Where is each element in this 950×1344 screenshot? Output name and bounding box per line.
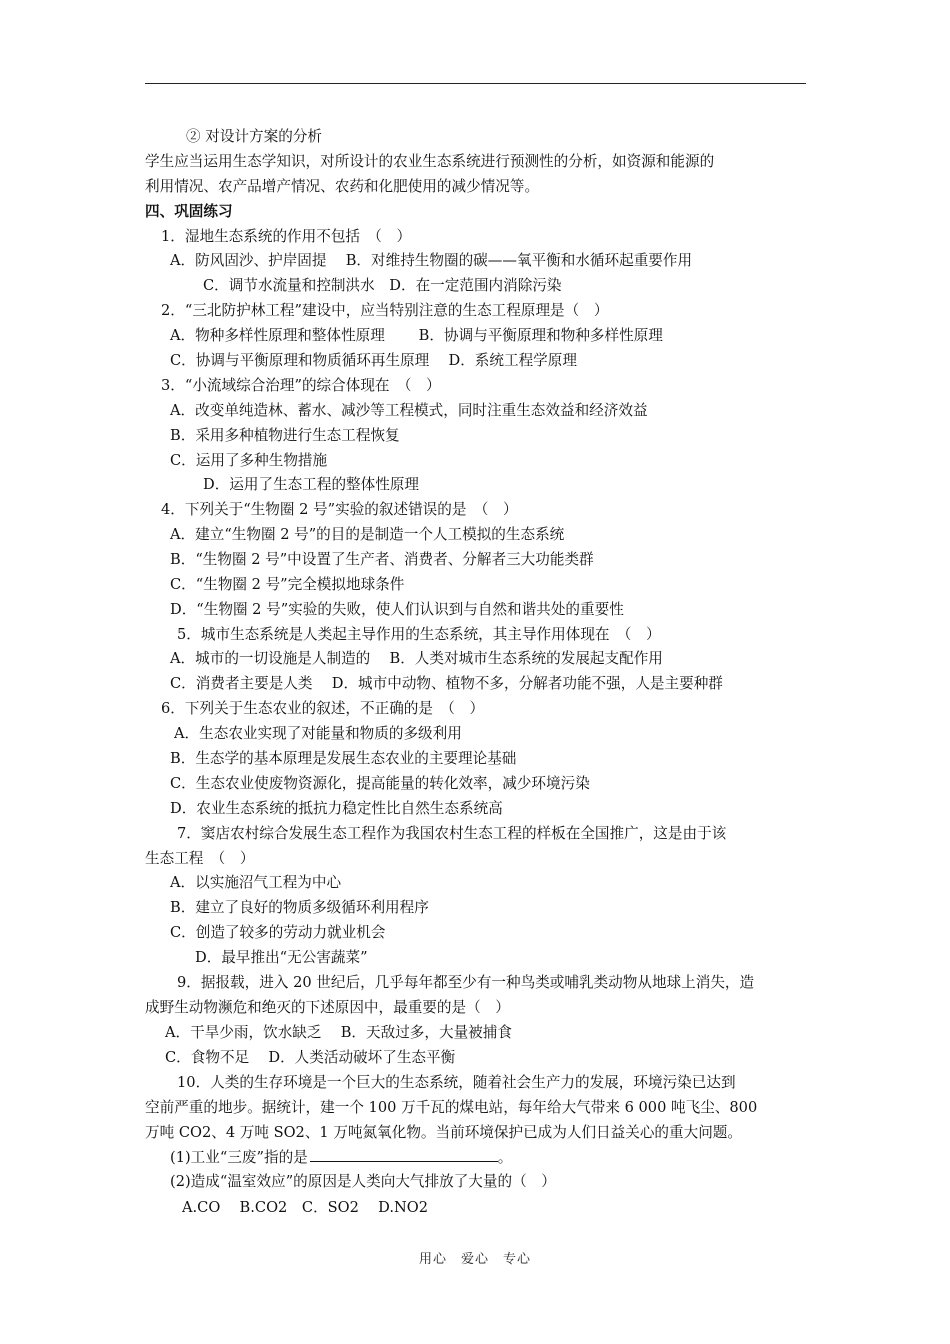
option-line: C．消费者主要是人类 D．城市中动物、植物不多，分解者功能不强，人是主要种群: [170, 675, 723, 692]
question-9: 9．据报载，进入 20 世纪后，几乎每年都至少有一种鸟类或哺乳类动物从地球上消失，造: [177, 974, 755, 991]
option-c: C．创造了较多的劳动力就业机会: [170, 924, 386, 941]
option-line: A．城市的一切设施是人制造的 B．人类对城市生态系统的发展起支配作用: [170, 650, 663, 667]
option-c: C．运用了多种生物措施: [170, 452, 328, 469]
option-line: A．物种多样性原理和整体性原理 B．协调与平衡原理和物种多样性原理: [170, 327, 663, 344]
option-line: A．干旱少雨，饮水缺乏 B．天敌过多，大量被捕食: [165, 1024, 512, 1041]
blank-suffix: 。: [497, 1149, 513, 1166]
option-a: A．建立“生物圈 2 号”的目的是制造一个人工模拟的生态系统: [170, 526, 565, 543]
question-3: 3．“小流域综合治理”的综合体现在 （ ）: [161, 377, 441, 394]
option-b: B．生态学的基本原理是发展生态农业的主要理论基础: [170, 750, 517, 767]
question-10-cont: 空前严重的地步。据统计，建一个 100 万千瓦的煤电站，每年给大气带来 6 000 吨飞尘、800: [145, 1099, 758, 1116]
option-line: A.CO B.CO2 C．SO2 D.NO2: [182, 1199, 428, 1216]
subquestion-1: [170, 1147, 512, 1168]
question-7-cont: 生态工程 （ ）: [145, 850, 255, 867]
option-b: B．采用多种植物进行生态工程恢复: [170, 427, 400, 444]
option-c: C．生态农业使废物资源化，提高能量的转化效率，减少环境污染: [170, 775, 590, 792]
section-subtitle: ② 对设计方案的分析: [186, 128, 322, 145]
option-c: C．“生物圈 2 号”完全模拟地球条件: [170, 576, 405, 593]
option-d: D．“生物圈 2 号”实验的失败，使人们认识到与自然和谐共处的重要性: [170, 601, 624, 618]
question-2: 2．“三北防护林工程”建设中，应当特别注意的生态工程原理是（ ）: [161, 302, 609, 319]
page-footer: 用心 爱心 专心: [418, 1252, 531, 1267]
answer-blank: [310, 1147, 498, 1162]
paragraph-line: 利用情况、农产品增产情况、农药和化肥使用的减少情况等。: [145, 178, 540, 195]
option-line: A．防风固沙、护岸固提 B．对维持生物圈的碳——氧平衡和水循环起重要作用: [170, 252, 693, 269]
subquestion-2: (2)造成“温室效应”的原因是人类向大气排放了大量的（ ）: [170, 1173, 556, 1190]
option-a: A．改变单纯造林、蓄水、减沙等工程模式，同时注重生态效益和经济效益: [170, 402, 648, 419]
question-6: 6．下列关于生态农业的叙述，不正确的是 （ ）: [161, 700, 485, 717]
option-line: C．协调与平衡原理和物质循环再生原理 D．系统工程学原理: [170, 352, 577, 369]
option-b: B．“生物圈 2 号”中设置了生产者、消费者、分解者三大功能类群: [170, 551, 594, 568]
option-a: A．生态农业实现了对能量和物质的多级利用: [174, 725, 462, 742]
question-1: 1．湿地生态系统的作用不包括 （ ）: [161, 228, 412, 245]
question-9-cont: 成野生动物濒危和绝灭的下述原因中，最重要的是（ ）: [145, 999, 510, 1016]
paragraph-line: 学生应当运用生态学知识，对所设计的农业生态系统进行预测性的分析，如资源和能源的: [145, 153, 715, 170]
question-5: 5．城市生态系统是人类起主导作用的生态系统，其主导作用体现在 （ ）: [177, 626, 661, 643]
option-b: B．建立了良好的物质多级循环利用程序: [170, 899, 429, 916]
section-heading: 四、巩固练习: [145, 203, 233, 220]
option-a: A．以实施沼气工程为中心: [170, 874, 342, 891]
option-line: C．食物不足 D．人类活动破坏了生态平衡: [165, 1049, 456, 1066]
subquestion-1-text: (1)工业“三废”指的是: [170, 1149, 308, 1166]
option-d: D．运用了生态工程的整体性原理: [203, 476, 420, 493]
option-line: C．调节水流量和控制洪水 D．在一定范围内消除污染: [203, 277, 562, 294]
option-d: D．农业生态系统的抵抗力稳定性比自然生态系统高: [170, 800, 503, 817]
header-rule: [145, 83, 806, 84]
question-7: 7．窦店农村综合发展生态工程作为我国农村生态工程的样板在全国推广，这是由于该: [177, 825, 727, 842]
question-4: 4．下列关于“生物圈 2 号”实验的叙述错误的是 （ ）: [161, 501, 518, 518]
question-10-cont: 万吨 CO2、4 万吨 SO2、1 万吨氮氧化物。当前环境保护已成为人们日益关心的重大问题。: [145, 1124, 742, 1141]
option-d: D．最早推出“无公害蔬菜”: [195, 949, 368, 966]
question-10: 10．人类的生存环境是一个巨大的生态系统，随着社会生产力的发展，环境污染已达到: [177, 1074, 736, 1091]
